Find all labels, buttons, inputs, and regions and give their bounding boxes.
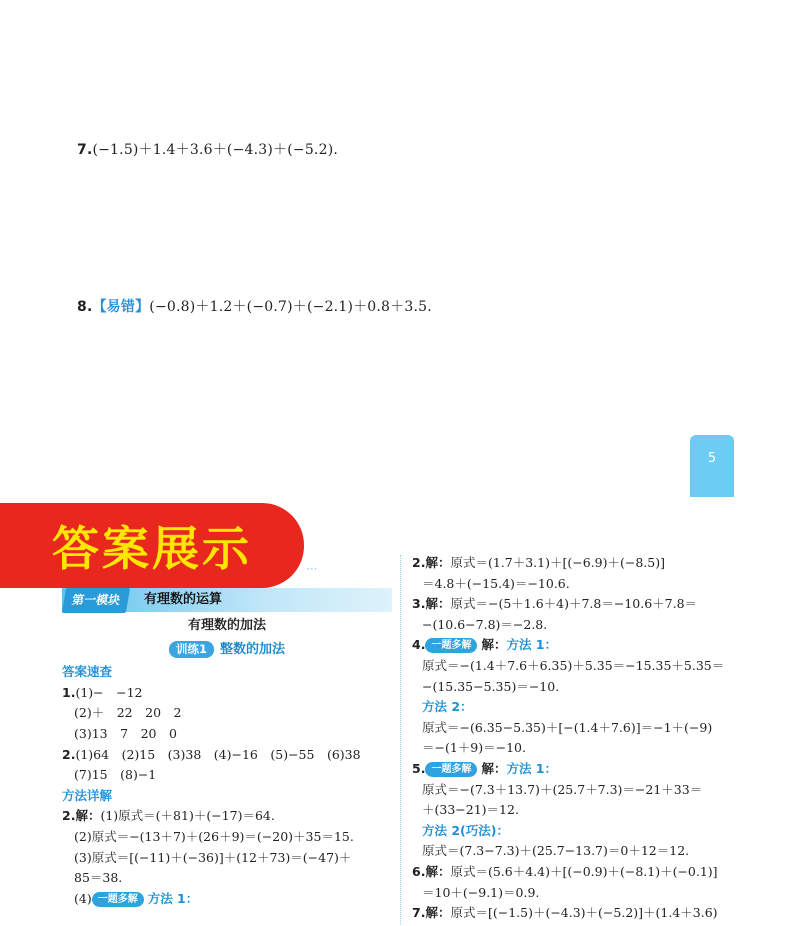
solution-line xyxy=(412,800,744,821)
answer-text: (3)13 7 20 0 xyxy=(74,725,177,741)
solution-text: ＝4.8＋(−15.4)＝−10.6. xyxy=(422,575,570,591)
answer-banner xyxy=(0,503,304,588)
solution-text: 原式＝−(1.4＋7.6＋6.35)＋5.35＝−15.35＋5.35＝ xyxy=(422,657,725,673)
solution-line xyxy=(412,697,744,718)
decorative-dots: ··· xyxy=(306,562,318,576)
module-header xyxy=(62,588,392,612)
solution-line xyxy=(412,635,744,656)
problem-number: 8. xyxy=(77,299,93,315)
right-column xyxy=(412,553,744,924)
question-number: 2. xyxy=(62,746,76,762)
quick-answer-row xyxy=(62,745,392,766)
solution-line xyxy=(62,889,392,910)
question-number: 2. xyxy=(62,808,76,824)
quick-answer-row xyxy=(62,703,392,724)
solution-line xyxy=(412,780,744,801)
solve-label: 解： xyxy=(481,637,507,653)
banner-text: 答案展示 xyxy=(52,522,252,577)
answer-text: (7)15 (8)−1 xyxy=(74,767,157,783)
solve-label: 解： xyxy=(425,596,451,612)
problem-8 xyxy=(77,296,432,316)
solution-text: 原式＝(1.7＋3.1)＋[(−6.9)＋(−8.5)] xyxy=(450,555,665,570)
solution-line xyxy=(412,615,744,636)
module-title: 有理数的运算 xyxy=(144,591,223,607)
solution-line xyxy=(412,841,744,862)
answer-text: (1)− −12 xyxy=(75,684,143,700)
method-label: 方法 2(巧法)： xyxy=(422,822,509,838)
quick-answer-row xyxy=(62,724,392,745)
solution-text: 原式＝(5.6＋4.4)＋[(−0.9)＋(−8.1)＋(−0.1)] xyxy=(450,863,718,879)
module-tag: 第一模块 xyxy=(62,588,130,613)
solve-label: 解： xyxy=(425,555,451,570)
problem-expression: (−1.5)＋1.4＋3.6＋(−4.3)＋(−5.2). xyxy=(92,142,339,158)
question-number: 7. xyxy=(412,905,426,921)
solution-line xyxy=(412,677,744,698)
solution-line xyxy=(412,759,744,780)
solution-line xyxy=(62,868,392,889)
solution-line xyxy=(412,738,744,759)
column-divider xyxy=(400,555,401,925)
problem-7 xyxy=(77,139,338,159)
multi-solution-pill: 一题多解 xyxy=(425,638,477,653)
training-title: 整数的加法 xyxy=(220,641,286,657)
multi-solution-pill: 一题多解 xyxy=(425,762,477,777)
training-header xyxy=(62,639,392,661)
solution-text: ＝−(1＋9)＝−10. xyxy=(422,740,526,756)
chapter-title: 有理数的加法 xyxy=(187,618,266,633)
solution-text: (3)原式＝[(−11)＋(−36)]＋(12＋73)＝(−47)＋ xyxy=(74,849,352,865)
method-label: 方法 1： xyxy=(147,890,199,906)
quick-answer-row xyxy=(62,683,392,704)
solution-line xyxy=(412,553,744,574)
question-number: 2. xyxy=(412,555,426,570)
solution-text: −(15.35−5.35)＝−10. xyxy=(422,678,560,694)
solution-text: ＝10＋(−9.1)＝0.9. xyxy=(422,884,540,900)
solve-label: 解： xyxy=(75,808,101,824)
question-number: 6. xyxy=(412,863,426,879)
solution-text: 原式＝−(6.35−5.35)＋[−(1.4＋7.6)]＝−1＋(−9) xyxy=(422,719,713,735)
solution-line xyxy=(412,883,744,904)
problem-expression: (−0.8)＋1.2＋(−0.7)＋(−2.1)＋0.8＋3.5. xyxy=(149,299,432,315)
solve-label: 解： xyxy=(425,863,451,879)
solution-line xyxy=(412,718,744,739)
solution-line xyxy=(412,594,744,615)
solution-line xyxy=(412,821,744,842)
multi-solution-pill: 一题多解 xyxy=(92,892,144,907)
question-number: 4. xyxy=(412,637,426,653)
detail-heading: 方法详解 xyxy=(62,787,113,803)
quick-answer-list xyxy=(62,683,392,786)
left-column xyxy=(62,588,392,909)
detail-list xyxy=(62,806,392,888)
solution-line xyxy=(412,862,744,883)
solution-line xyxy=(62,827,392,848)
solution-text: 原式＝[(−1.5)＋(−4.3)＋(−5.2)]＋(1.4＋3.6) xyxy=(450,905,718,921)
solve-label: 解： xyxy=(425,905,451,921)
method-label: 方法 2： xyxy=(422,699,473,715)
sub-question-label: (4) xyxy=(74,890,92,906)
solution-line xyxy=(412,903,744,924)
solution-text: ＋(33−21)＝12. xyxy=(422,802,519,818)
solution-text: 85＝38. xyxy=(74,870,123,886)
problem-number: 7. xyxy=(77,142,93,158)
solution-text: (1)原式＝(＋81)＋(−17)＝64. xyxy=(100,808,275,824)
solution-text: 原式＝−(7.3＋13.7)＋(25.7＋7.3)＝−21＋33＝ xyxy=(422,781,703,797)
solution-text: (2)原式＝−(13＋7)＋(26＋9)＝(−20)＋35＝15. xyxy=(74,828,354,844)
page-number-tab xyxy=(690,435,734,497)
solution-text: 原式＝−(5＋1.6＋4)＋7.8＝−10.6＋7.8＝ xyxy=(450,596,698,612)
method-label: 方法 1： xyxy=(506,637,558,653)
solution-line xyxy=(412,574,744,595)
question-number: 1. xyxy=(62,684,76,700)
solution-line xyxy=(62,848,392,869)
quick-answer-row xyxy=(62,765,392,786)
solution-line xyxy=(412,656,744,677)
training-tag: 训练1 xyxy=(169,641,214,658)
page-number: 5 xyxy=(707,451,717,466)
answer-text: (2)＋ 22 20 2 xyxy=(74,705,182,721)
question-number: 5. xyxy=(412,760,426,776)
method-label: 方法 1： xyxy=(506,760,558,776)
solve-label: 解： xyxy=(481,760,507,776)
answer-text: (1)64 (2)15 (3)38 (4)−16 (5)−55 (6)38 xyxy=(75,746,361,762)
quick-answer-heading: 答案速查 xyxy=(62,664,113,680)
error-prone-tag: 【易错】 xyxy=(92,299,150,315)
solution-text: 原式＝(7.3−7.3)＋(25.7−13.7)＝0＋12＝12. xyxy=(422,843,690,859)
solution-line xyxy=(62,806,392,827)
question-number: 3. xyxy=(412,596,426,612)
solution-text: −(10.6−7.8)＝−2.8. xyxy=(422,616,548,632)
